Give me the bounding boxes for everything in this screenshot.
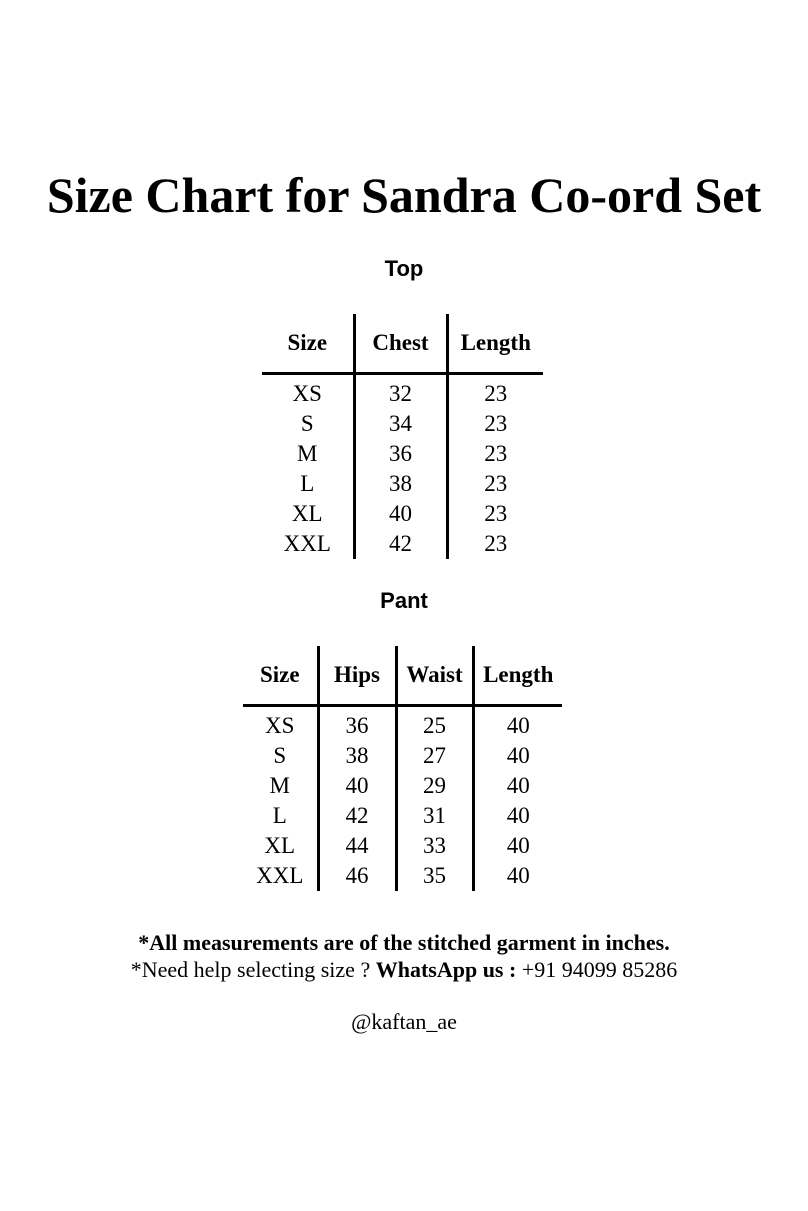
- top-table-heading: Top: [384, 256, 424, 281]
- table-cell: 34: [354, 409, 447, 439]
- social-handle[interactable]: @kaftan_ae: [351, 1009, 457, 1034]
- help-note: [0, 956, 808, 983]
- table-cell: 38: [318, 741, 396, 771]
- table-cell: 40: [473, 711, 562, 741]
- table-cell: S: [300, 411, 314, 436]
- table-row: [243, 801, 562, 831]
- table-cell: 29: [396, 771, 473, 801]
- table-cell: 23: [447, 499, 543, 529]
- table-cell: XXL: [256, 863, 304, 888]
- table-row: [243, 741, 562, 771]
- table-cell: M: [297, 441, 318, 466]
- top-size-table: [262, 314, 543, 559]
- table-cell: 23: [447, 379, 543, 409]
- table-cell: XS: [265, 713, 295, 738]
- table-cell: 23: [447, 439, 543, 469]
- table-cell: 31: [396, 801, 473, 831]
- table-cell: 23: [447, 409, 543, 439]
- pant-col-header: Hips: [318, 646, 396, 706]
- table-row: [243, 861, 562, 891]
- table-row: [262, 499, 543, 529]
- table-row: [243, 831, 562, 861]
- table-cell: 32: [354, 379, 447, 409]
- page-title: Size Chart for Sandra Co-ord Set: [46, 167, 762, 223]
- table-cell: S: [273, 743, 287, 768]
- pant-col-header: Size: [243, 646, 318, 706]
- table-row: [243, 771, 562, 801]
- table-cell: XL: [291, 501, 323, 526]
- table-cell: 40: [318, 771, 396, 801]
- top-table-header-row: [262, 314, 543, 374]
- table-cell: 35: [396, 861, 473, 891]
- table-row: [262, 439, 543, 469]
- table-row: [262, 409, 543, 439]
- table-cell: 42: [318, 801, 396, 831]
- table-cell: 40: [473, 861, 562, 891]
- table-cell: M: [269, 773, 290, 798]
- pant-table-header-row: [243, 646, 562, 706]
- whatsapp-phone[interactable]: +91 94099 85286: [521, 957, 678, 982]
- help-prefix: *Need help selecting size ?: [130, 957, 371, 982]
- table-cell: 42: [354, 529, 447, 559]
- table-cell: XL: [264, 833, 296, 858]
- table-cell: 23: [447, 529, 543, 559]
- top-col-header: Chest: [354, 314, 447, 374]
- table-cell: XXL: [283, 531, 331, 556]
- table-row: [243, 711, 562, 741]
- measurement-note-text: *All measurements are of the stitched garment in inches.: [138, 930, 670, 955]
- table-row: [262, 379, 543, 409]
- pant-col-header: Waist: [396, 646, 473, 706]
- table-cell: 40: [473, 831, 562, 861]
- table-cell: 40: [354, 499, 447, 529]
- table-cell: 40: [473, 771, 562, 801]
- table-cell: 25: [396, 711, 473, 741]
- table-cell: 40: [473, 801, 562, 831]
- pant-table-heading: Pant: [380, 588, 428, 613]
- table-row: [262, 529, 543, 559]
- table-cell: 40: [473, 741, 562, 771]
- table-cell: 27: [396, 741, 473, 771]
- table-cell: 46: [318, 861, 396, 891]
- table-cell: 33: [396, 831, 473, 861]
- table-cell: L: [300, 471, 315, 496]
- pant-size-table: [243, 646, 562, 891]
- table-cell: L: [272, 803, 287, 828]
- top-col-header: Size: [262, 314, 354, 374]
- measurement-note: [0, 929, 808, 956]
- whatsapp-label: WhatsApp us :: [375, 957, 517, 982]
- top-col-header: Length: [447, 314, 543, 374]
- table-cell: 38: [354, 469, 447, 499]
- table-cell: 44: [318, 831, 396, 861]
- table-cell: 36: [318, 711, 396, 741]
- table-cell: 23: [447, 469, 543, 499]
- table-row: [262, 469, 543, 499]
- table-cell: 36: [354, 439, 447, 469]
- table-cell: XS: [292, 381, 322, 406]
- pant-col-header: Length: [473, 646, 562, 706]
